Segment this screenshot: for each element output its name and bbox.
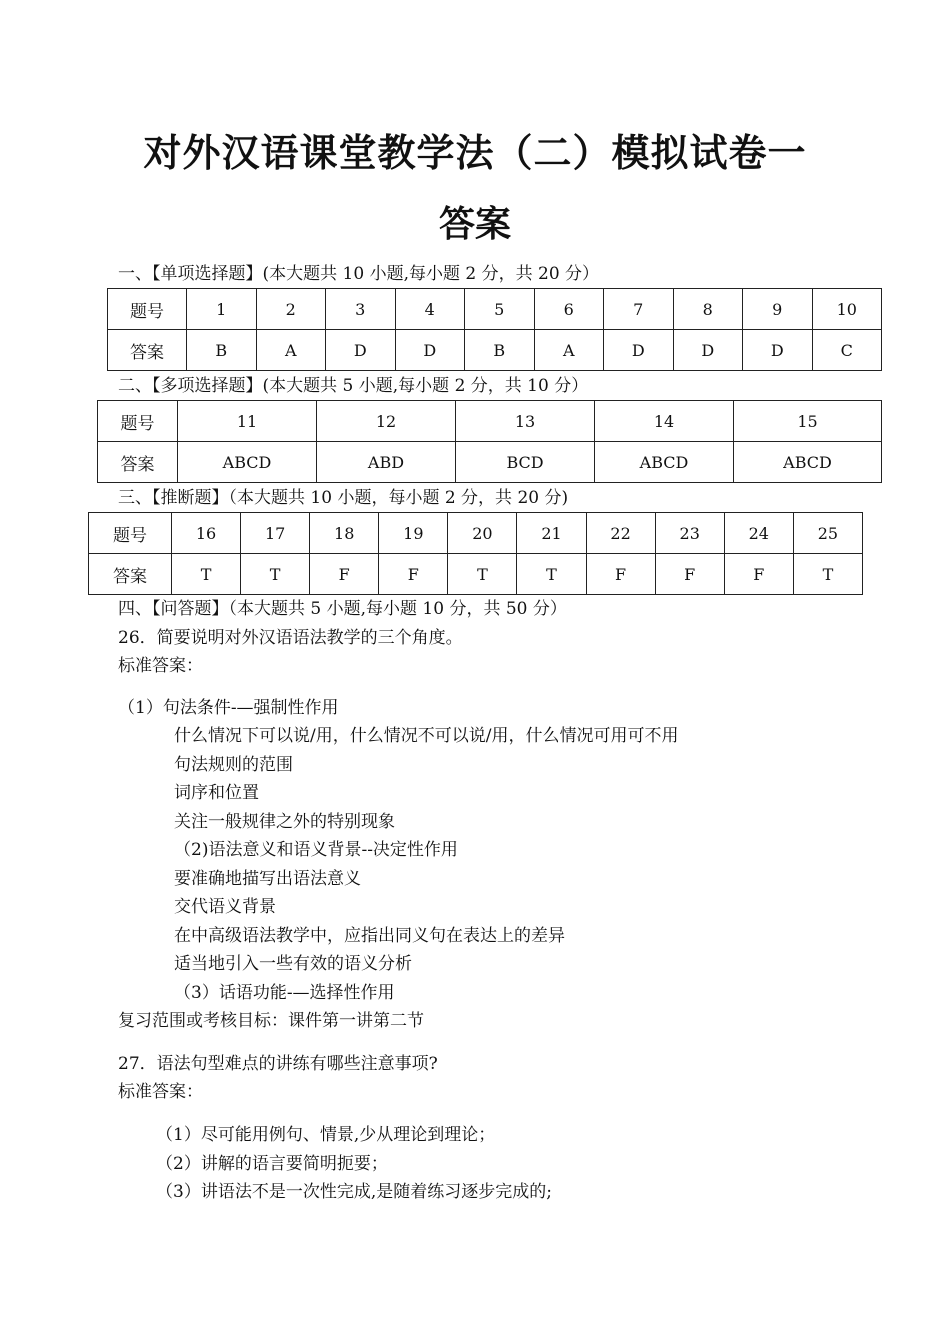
table-cell: 16 <box>172 513 241 554</box>
table-cell: 8 <box>673 289 743 330</box>
table-header-cell: 题号 <box>108 289 187 330</box>
answer-line: 适当地引入一些有效的语义分析 <box>174 954 412 974</box>
table-cell: T <box>448 554 517 595</box>
table-row <box>98 442 882 483</box>
table-header-cell: 题号 <box>98 401 178 442</box>
table-cell: F <box>724 554 793 595</box>
table-cell: BCD <box>456 442 595 483</box>
table-cell: T <box>172 554 241 595</box>
table-cell: 18 <box>310 513 379 554</box>
answer-table-single-choice <box>107 288 882 371</box>
table-cell: 12 <box>317 401 456 442</box>
table-row <box>89 554 863 595</box>
table-cell: ABCD <box>734 442 882 483</box>
answer-label: 标准答案： <box>118 656 203 676</box>
table-cell: 10 <box>812 289 882 330</box>
table-cell: B <box>465 330 535 371</box>
table-cell: 19 <box>379 513 448 554</box>
answer-line: （1）句法条件-—强制性作用 <box>118 698 339 718</box>
answer-line: 句法规则的范围 <box>174 755 293 775</box>
question-27: 27．语法句型难点的讲练有哪些注意事项? <box>118 1054 438 1074</box>
table-header-cell: 答案 <box>108 330 187 371</box>
table-cell: 22 <box>586 513 655 554</box>
table-cell: ABD <box>317 442 456 483</box>
table-cell: 20 <box>448 513 517 554</box>
table-cell: D <box>326 330 396 371</box>
table-cell: D <box>604 330 674 371</box>
table-cell: 4 <box>395 289 465 330</box>
answer-line: 什么情况下可以说/用，什么情况不可以说/用，什么情况可用可不用 <box>174 726 679 746</box>
table-cell: F <box>655 554 724 595</box>
table-cell: F <box>310 554 379 595</box>
section-heading-1: 一、【单项选择题】(本大题共 10 小题,每小题 2 分，共 20 分） <box>118 264 600 284</box>
table-header-cell: 题号 <box>89 513 172 554</box>
table-cell: D <box>395 330 465 371</box>
table-cell: 25 <box>793 513 862 554</box>
table-cell: 9 <box>743 289 813 330</box>
section-heading-4: 四、【问答题】（本大题共 5 小题,每小题 10 分，共 50 分） <box>118 599 567 619</box>
section-heading-3: 三、【推断题】（本大题共 10 小题，每小题 2 分，共 20 分) <box>118 488 569 508</box>
table-row <box>108 330 882 371</box>
table-cell: 5 <box>465 289 535 330</box>
table-cell: T <box>517 554 586 595</box>
review-scope: 复习范围或考核目标：课件第一讲第二节 <box>118 1011 424 1031</box>
question-26: 26．简要说明对外汉语语法教学的三个角度。 <box>118 628 463 648</box>
table-cell: B <box>187 330 257 371</box>
table-row <box>89 513 863 554</box>
table-cell: 17 <box>241 513 310 554</box>
table-cell: 13 <box>456 401 595 442</box>
table-cell: T <box>241 554 310 595</box>
answer-line: 词序和位置 <box>174 783 259 803</box>
table-cell: C <box>812 330 882 371</box>
table-cell: D <box>673 330 743 371</box>
table-cell: T <box>793 554 862 595</box>
table-cell: F <box>586 554 655 595</box>
answer-line: 要准确地描写出语法意义 <box>174 869 361 889</box>
answer-line: （2）讲解的语言要简明扼要； <box>156 1154 388 1174</box>
table-cell: A <box>534 330 604 371</box>
answer-table-true-false <box>88 512 863 595</box>
table-cell: 23 <box>655 513 724 554</box>
table-cell: 14 <box>595 401 734 442</box>
table-cell: 2 <box>256 289 326 330</box>
answer-table-multiple-choice <box>97 400 882 483</box>
table-cell: A <box>256 330 326 371</box>
table-header-cell: 答案 <box>98 442 178 483</box>
answer-line: （3）话语功能-—选择性作用 <box>174 983 395 1003</box>
answer-label: 标准答案： <box>118 1082 203 1102</box>
answer-line: 交代语义背景 <box>174 897 276 917</box>
answer-line: 关注一般规律之外的特别现象 <box>174 812 395 832</box>
table-cell: 7 <box>604 289 674 330</box>
page-subtitle: 答案 <box>438 204 511 245</box>
answer-line: （1）尽可能用例句、情景,少从理论到理论； <box>156 1125 496 1145</box>
table-cell: 21 <box>517 513 586 554</box>
table-cell: 15 <box>734 401 882 442</box>
answer-line: 在中高级语法教学中，应指出同义句在表达上的差异 <box>174 926 565 946</box>
answer-line: （2)语法意义和语义背景--决定性作用 <box>174 840 458 860</box>
table-header-cell: 答案 <box>89 554 172 595</box>
table-cell: 11 <box>178 401 317 442</box>
page-title: 对外汉语课堂教学法（二）模拟试卷一 <box>143 131 807 175</box>
table-cell: 3 <box>326 289 396 330</box>
table-cell: F <box>379 554 448 595</box>
table-cell: ABCD <box>595 442 734 483</box>
table-row <box>108 289 882 330</box>
section-heading-2: 二、【多项选择题】(本大题共 5 小题,每小题 2 分，共 10 分） <box>118 376 589 396</box>
table-cell: 24 <box>724 513 793 554</box>
answer-line: （3）讲语法不是一次性完成,是随着练习逐步完成的; <box>156 1182 552 1202</box>
table-cell: D <box>743 330 813 371</box>
table-cell: 1 <box>187 289 257 330</box>
table-row <box>98 401 882 442</box>
table-cell: ABCD <box>178 442 317 483</box>
table-cell: 6 <box>534 289 604 330</box>
